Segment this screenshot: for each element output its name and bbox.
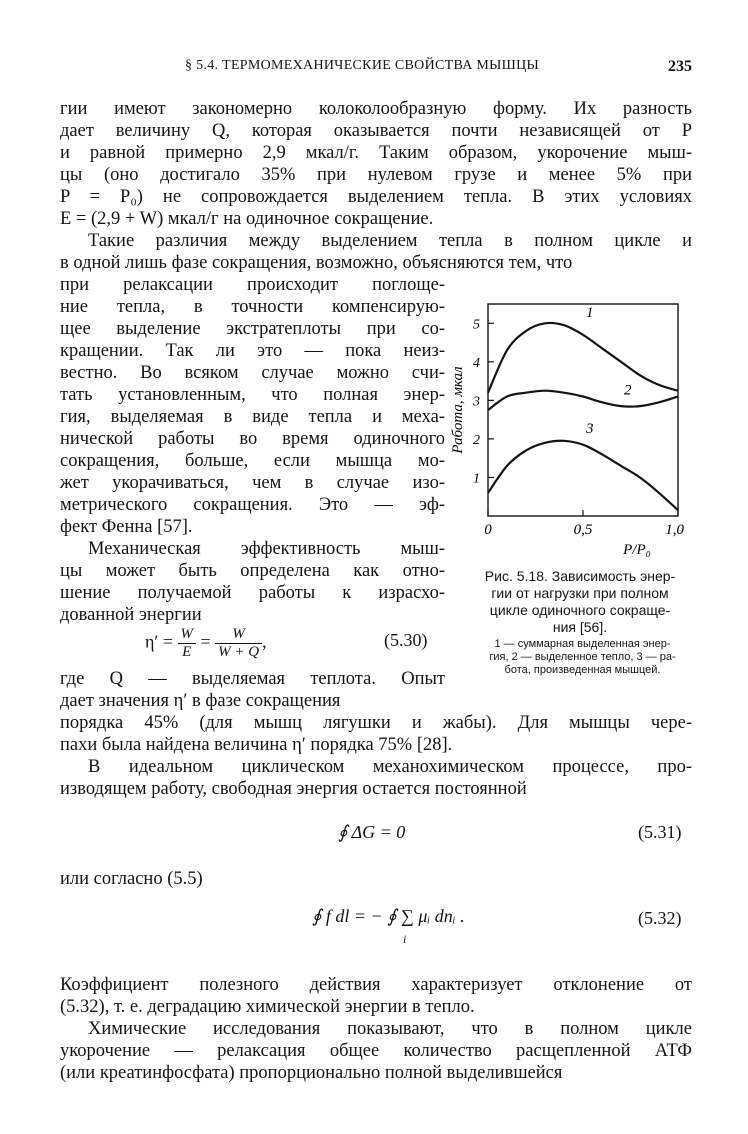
or-text: или согласно (5.5) <box>60 869 203 889</box>
y-tick-label: 2 <box>473 432 480 448</box>
caption-line: ния [56]. <box>552 619 608 635</box>
series-label-3: 3 <box>586 420 594 437</box>
series-line-2 <box>488 391 678 410</box>
text-line: ние тепла, в точности компенсирую- <box>60 297 445 317</box>
text-line: порядка 45% (для мышц лягушки и жабы). Для мышцы чере- <box>60 713 692 733</box>
series-line-1 <box>488 323 678 393</box>
text-line: кращении. Так ли это — пока неиз- <box>60 341 445 361</box>
equation-5-32: ∮ f dl = − ∮ ∑ μᵢ dnᵢ . <box>312 906 465 926</box>
caption-line: цикле одиночного сокраще- <box>489 602 671 618</box>
text-line: вестно. Во всяком случае можно счи- <box>60 363 445 383</box>
running-header <box>60 58 692 80</box>
caption-line: гии от нагрузки при полном <box>491 585 669 601</box>
y-tick-label: 5 <box>473 317 480 333</box>
y-tick-label: 1 <box>473 471 480 487</box>
text-line: нической работы во время одиночного <box>60 429 445 449</box>
text-line: щее выделение экстратеплоты при со- <box>60 319 445 339</box>
equation-number-5-30: (5.30) <box>384 630 428 650</box>
text-line: P = P₀) не сопровождается выделением тепла. В этих условиях <box>60 187 692 207</box>
text-line: (5.32), т. е. деградацию химической энергии в тепло. <box>60 997 475 1017</box>
equation-number-5-32: (5.32) <box>638 908 682 928</box>
x-axis-label: P/P₀ <box>623 542 651 558</box>
text-line: фект Фенна [57]. <box>60 517 193 537</box>
frac-den: E <box>182 644 192 660</box>
x-tick-label: 0 <box>484 522 492 538</box>
text-line: Химические исследования показывают, что в полном цикле <box>88 1019 692 1039</box>
text-line: Коэффициент полезного действия характеризует отклонение от <box>60 975 692 995</box>
x-tick-label: 1,0 <box>665 522 684 538</box>
text-line: изводящем работу, свободная энергия остается постоянной <box>60 779 527 799</box>
y-tick-label: 3 <box>473 394 480 410</box>
legend-line: гия, 2 — выделенное тепло, 3 — ра- <box>489 651 676 663</box>
text-line: тать установленным, что полная энер- <box>60 385 445 405</box>
page-number: 235 <box>668 58 692 75</box>
energy-load-chart <box>452 296 702 566</box>
frac-den: W + Q <box>218 644 260 660</box>
series-label-2: 2 <box>624 382 632 399</box>
text-line: жет укорачиваться, чем в случае изо- <box>60 473 445 493</box>
text-line: E = (2,9 + W) мкал/г на одиночное сокращение. <box>60 209 434 229</box>
caption-line: Рис. 5.18. Зависимость энер- <box>484 568 676 584</box>
eq-tail: , <box>262 631 267 652</box>
text-line: цы может быть определена как отно- <box>60 561 445 581</box>
text-line: в одной лишь фазе сокращения, возможно, объясняются тем, что <box>60 253 573 273</box>
text-line: дает величину Q, которая оказывается почти независящей от P <box>60 121 692 141</box>
y-axis-label: Работа, мкал <box>450 366 466 454</box>
y-tick-label: 4 <box>473 355 480 371</box>
series-label-1: 1 <box>586 305 594 322</box>
text-line: цы (оно достигало 35% при нулевом грузе и менее 5% при <box>60 165 692 185</box>
text-line: гия, выделяемая в виде тепла и меха- <box>60 407 445 427</box>
text-line: укорочение — релаксация общее количество расщепленной АТФ <box>60 1041 692 1061</box>
text-line: В идеальном циклическом механохимическом процессе, про- <box>88 757 692 777</box>
legend-line: 1 — суммарная выделенная энер- <box>494 638 671 650</box>
text-line: (или креатинфосфата) пропорционально полной выделившейся <box>60 1063 563 1083</box>
text-line: где Q — выделяемая теплота. Опыт <box>60 669 445 689</box>
header-title: § 5.4. ТЕРМОМЕХАНИЧЕСКИЕ СВОЙСТВА МЫШЦЫ <box>185 58 540 73</box>
text-line: гии имеют закономерно колоколообразную форму. Их разность <box>60 99 692 119</box>
equation-5-31: ∮ ΔG = 0 <box>338 822 406 842</box>
text-line: пахи была найдена величина η′ порядка 75% [28]. <box>60 735 453 755</box>
text-line: и равной примерно 2,9 мкал/г. Таким образом, укорочение мыш- <box>60 143 692 163</box>
text-line: при релаксации происходит поглоще- <box>60 275 445 295</box>
x-tick-label: 0,5 <box>573 522 593 538</box>
frac-num: W <box>215 626 262 644</box>
text-line: Такие различия между выделением тепла в полном цикле и <box>88 231 692 251</box>
text-line: дает значения η′ в фазе сокращения <box>60 691 341 711</box>
text-line: метрического сокращения. Это — эф- <box>60 495 445 515</box>
fraction-w-over-e <box>178 626 197 661</box>
legend-line: бота, произведенная мышцей. <box>504 664 661 676</box>
text-line: сокращения, больше, если мышца мо- <box>60 451 445 471</box>
text-line: шение получаемой работы к израсхо- <box>60 583 445 603</box>
eq-lhs: η′ = <box>145 631 174 652</box>
text-line: Механическая эффективность мыш- <box>88 539 445 559</box>
series-line-3 <box>488 441 678 510</box>
fraction-w-over-wq <box>215 626 262 661</box>
eq-sign: = <box>200 631 211 652</box>
equation-5-32-sub: i <box>403 932 407 946</box>
text-line: дованной энергии <box>60 605 202 625</box>
equation-5-30 <box>145 626 267 661</box>
frac-num: W <box>178 626 197 644</box>
equation-number-5-31: (5.31) <box>638 822 682 842</box>
